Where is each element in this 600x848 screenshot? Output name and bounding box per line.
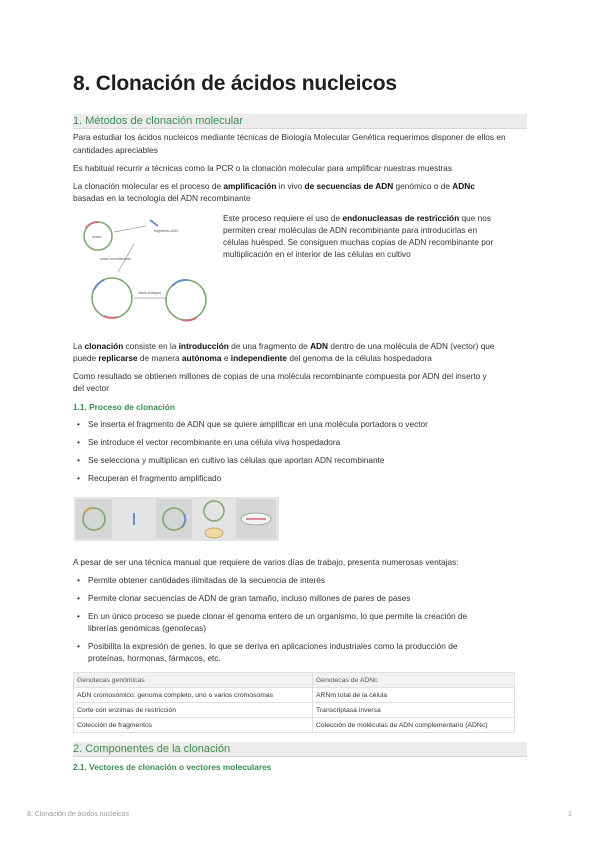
genotecas-table: [73, 672, 515, 733]
table-cell: Corte con enzimas de restricción: [74, 703, 313, 718]
paragraph-ventajas: A pesar de ser una técnica manual que requiere de varios días de trabajo, presenta numerosas ventajas:: [73, 557, 459, 567]
svg-text:vector recombinante: vector recombinante: [100, 257, 131, 261]
dna-fragment-icon: [150, 220, 178, 233]
table-row: [74, 703, 515, 718]
paragraph-pcr: Es habitual recurrir a técnicas como la PCR o la clonación molecular para amplificar nuestras muestras: [73, 163, 453, 173]
paragraph-intro: Para estudiar los ácidos nucleicos mediante técnicas de Biología Molecular Genética requerimos disponer de ellos en cantidades apreciables: [73, 132, 506, 155]
table-cell: ADN cromosómico: genoma completo, uno o varios cromosomas: [74, 688, 313, 703]
cloning-process-image-strip: [74, 497, 279, 541]
paragraph-resultado: Como resultado se obtienen millones de copias de una molécula recombinante compuesta por ADN del inserto y: [73, 371, 487, 381]
host-cell-icon: [166, 280, 206, 321]
section-heading-2: [73, 742, 527, 757]
svg-text:fragmento ADN: fragmento ADN: [154, 229, 178, 233]
paragraph-endonucleasas-l4: multiplicación en el interior de las células en cultivo: [223, 249, 411, 259]
svg-text:vector: vector: [92, 235, 102, 239]
cloning-cycle-diagram: [74, 214, 216, 330]
table-row: [74, 718, 515, 733]
table-cell: ARNm total de la célula: [313, 688, 515, 703]
table-row: [74, 688, 515, 703]
table-cell: Transcriptasa inversa: [313, 703, 515, 718]
section-heading-1: [73, 114, 527, 129]
recombinant-plasmid-icon: [92, 278, 132, 318]
table-header-cell: Genotecas de ADNc: [313, 673, 515, 688]
arrow-icon: [114, 226, 146, 232]
subsection-heading-1-1: 1.1. Proceso de clonación: [73, 402, 175, 412]
table-header-row: [74, 673, 515, 688]
page-number: 1: [568, 811, 572, 818]
paragraph-endonucleasas-l3: células huésped. Se consiguen muchas copias de ADN recombinante por: [223, 237, 494, 247]
paragraph-clonacion-consiste: La clonación consiste en la introducción de una fragmento de ADN dentro de una molécula de ADN (vector) que: [73, 341, 495, 351]
paragraph-resultado-l2: del vector: [73, 383, 109, 393]
svg-text:célula huésped: célula huésped: [138, 291, 161, 295]
paragraph-endonucleasas-l2: permiten crear moléculas de ADN recombinante para introducirlas en: [223, 225, 478, 235]
page-title: 8. Clonación de ácidos nucleicos: [73, 72, 397, 95]
subsection-heading-2-1: 2.1. Vectores de clonación o vectores moleculares: [73, 762, 272, 772]
table-cell: Colección de moléculas de ADN complementario (ADNc): [313, 718, 515, 733]
section-heading-1-text: 1. Métodos de clonación molecular: [73, 115, 243, 127]
paragraph-endonucleasas: Este proceso requiere el uso de endonucleasas de restricción que nos: [223, 213, 491, 223]
table-header-cell: Genotecas genómicas: [74, 673, 313, 688]
paragraph-clonacion-def-line2: basadas en la tecnología del ADN recombinante: [73, 193, 251, 203]
page-footer: 8. Clonación de ácidos nucleicos: [27, 811, 129, 818]
section-heading-2-text: 2. Componentes de la clonación: [73, 743, 231, 755]
vector-plasmid-icon: [84, 222, 112, 250]
paragraph-clonacion-def: La clonación molecular es el proceso de amplificación in vivo de secuencias de ADN genómico o de ADNc: [73, 181, 475, 191]
table-cell: Colección de fragmentos: [74, 718, 313, 733]
paragraph-clonacion-consiste-l2: puede replicarse de manera autónoma e independiente del genoma de la células hospedadora: [73, 353, 432, 363]
